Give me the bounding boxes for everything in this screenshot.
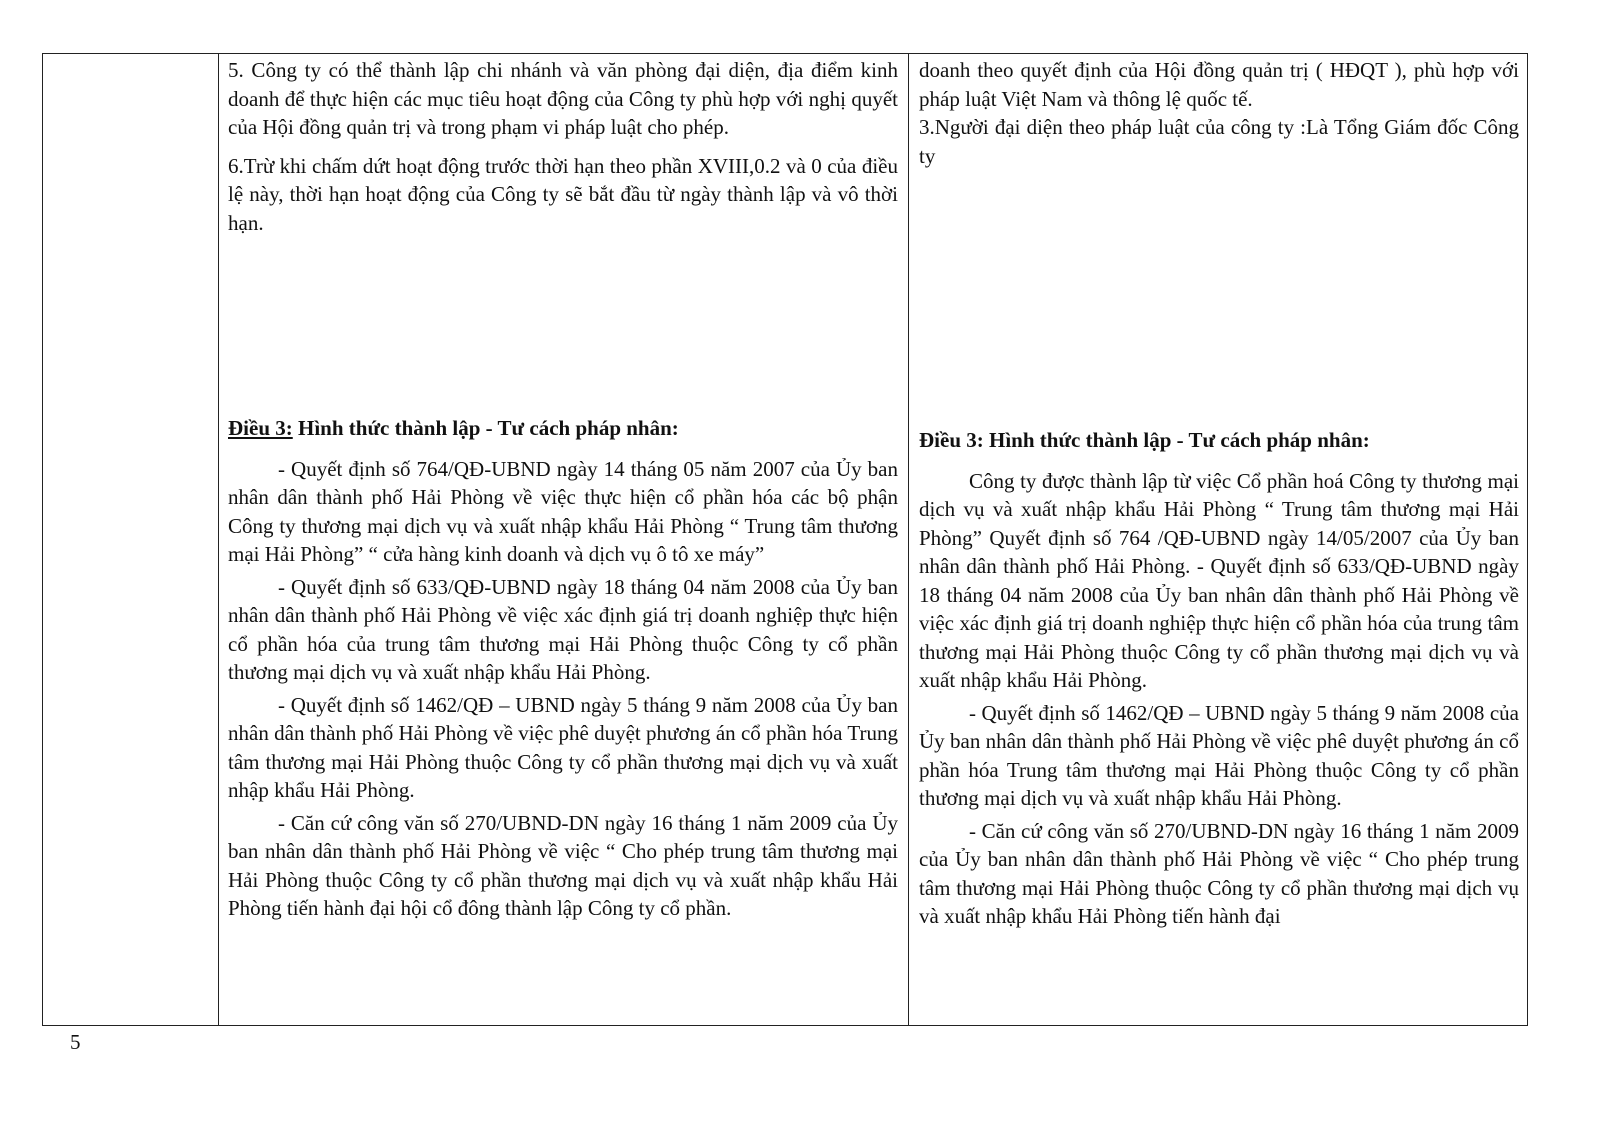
middle-article-heading-prefix: Điều 3:: [228, 416, 293, 440]
right-continuation: doanh theo quyết định của Hội đồng quản trị ( HĐQT ), phù hợp với pháp luật Việt Nam và thông lệ quốc tế.: [919, 58, 1519, 111]
middle-decision-633: - Quyết định số 633/QĐ-UBND ngày 18 tháng 04 năm 2008 của Ủy ban nhân dân thành phố Hải Phòng về việc xác định giá trị doanh nghiệp thực hiện cổ phần hóa của trung tâm thương mại Hải Phòng thuộc Công ty cổ phần thương mại dịch vụ và xuất nhập khẩu Hải Phòng.: [228, 574, 898, 684]
middle-top-block: [228, 56, 898, 237]
middle-dispatch-270: - Căn cứ công văn số 270/UBND-DN ngày 16 tháng 1 năm 2009 của Ủy ban nhân dân thành phố Hải Phòng về việc “ Cho phép trung tâm thương mại Hải Phòng thuộc Công ty cổ phần thương mại dịch vụ và xuất nhập khẩu Hải Phòng tiến hành đại hội cổ đông thành lập Công ty cổ phần.: [228, 810, 898, 920]
column-divider-left: [218, 54, 219, 1025]
middle-clause-5: 5. Công ty có thể thành lập chi nhánh và văn phòng đại diện, địa điểm kinh doanh để thực hiện các mục tiêu hoạt động của Công ty phù hợp với nghị quyết của Hội đồng quản trị và trong phạm vi pháp luật cho phép.: [228, 58, 898, 139]
right-article-heading: Điều 3: Hình thức thành lập - Tư cách pháp nhân:: [919, 428, 1370, 452]
right-top-block: [919, 56, 1519, 170]
comparison-table: [42, 53, 1528, 1026]
right-decision-1462: - Quyết định số 1462/QĐ – UBND ngày 5 tháng 9 năm 2008 của Ủy ban nhân dân thành phố Hải Phòng về việc phê duyệt phương án cổ phần hóa Trung tâm thương mại Hải Phòng thuộc Công ty cổ phần thương mại dịch vụ và xuất nhập khẩu Hải Phòng.: [919, 700, 1519, 810]
column-divider-right: [908, 54, 909, 1025]
middle-article-heading: [228, 414, 898, 443]
middle-decision-1462: - Quyết định số 1462/QĐ – UBND ngày 5 tháng 9 năm 2008 của Ủy ban nhân dân thành phố Hải Phòng về việc phê duyệt phương án cổ phần hóa Trung tâm thương mại Hải Phòng thuộc Công ty cổ phần thương mại dịch vụ và xuất nhập khẩu Hải Phòng.: [228, 692, 898, 802]
middle-clause-6: 6.Trừ khi chấm dứt hoạt động trước thời hạn theo phần XVIII,0.2 và 0 của điều lệ này, thời hạn hoạt động của Công ty sẽ bắt đầu từ ngày thành lập và vô thời hạn.: [228, 153, 898, 235]
middle-article-heading-text: Hình thức thành lập - Tư cách pháp nhân:: [292, 416, 679, 440]
page-number: 5: [70, 1030, 81, 1054]
right-dispatch-270: - Căn cứ công văn số 270/UBND-DN ngày 16 tháng 1 năm 2009 của Ủy ban nhân dân thành phố Hải Phòng về việc “ Cho phép trung tâm thương mại Hải Phòng thuộc Công ty cổ phần thương mại dịch vụ và xuất nhập khẩu Hải Phòng tiến hành đại: [919, 818, 1519, 928]
middle-article-3: [228, 414, 898, 923]
middle-decision-764: - Quyết định số 764/QĐ-UBND ngày 14 tháng 05 năm 2007 của Ủy ban nhân dân thành phố Hải Phòng về việc thực hiện cổ phần hóa các bộ phận Công ty thương mại dịch vụ và xuất nhập khẩu Hải Phòng “ Trung tâm thương mại Hải Phòng” “ cửa hàng kinh doanh và dịch vụ ô tô xe máy”: [228, 456, 898, 566]
right-article-3: [919, 426, 1519, 931]
right-establishment-paragraph: Công ty được thành lập từ việc Cổ phần hoá Công ty thương mại dịch vụ và xuất nhập khẩu Hải Phòng “ Trung tâm thương mại Hải Phòng” Quyết định số 764 /QĐ-UBND ngày 14/05/2007 của Ủy ban nhân dân thành phố Hải Phòng. - Quyết định số 633/QĐ-UBND ngày 18 tháng 04 năm 2008 của Ủy ban nhân dân thành phố Hải Phòng về việc xác định giá trị doanh nghiệp thực hiện cổ phần hóa của trung tâm thương mại Hải Phòng thuộc Công ty cổ phần thương mại dịch vụ và xuất nhập khẩu Hải Phòng.: [919, 468, 1519, 692]
right-legal-representative: 3.Người đại diện theo pháp luật của công ty :Là Tổng Giám đốc Công ty: [919, 115, 1519, 168]
